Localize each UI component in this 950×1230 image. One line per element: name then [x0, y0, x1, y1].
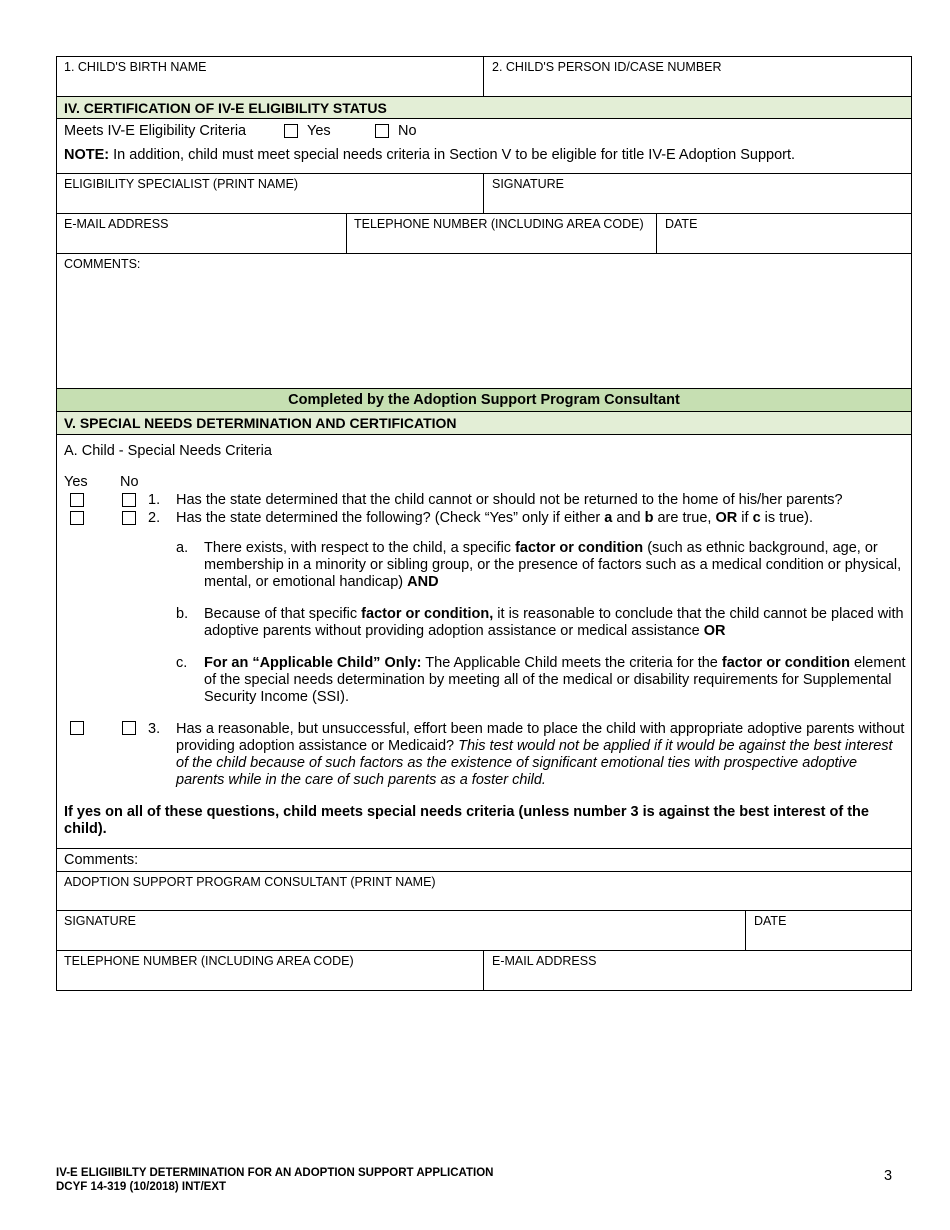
- q3-number: 3.: [148, 721, 161, 737]
- consultant-phone-label: TELEPHONE NUMBER (INCLUDING AREA CODE): [64, 954, 354, 968]
- q2-number: 2.: [148, 510, 161, 526]
- q2-yes-checkbox[interactable]: [70, 511, 84, 525]
- specialist-comments-field[interactable]: [60, 273, 908, 385]
- footer-line2: DCYF 14-319 (10/2018) INT/EXT: [56, 1181, 227, 1193]
- meets-criteria-label: Meets IV-E Eligibility Criteria: [64, 123, 247, 139]
- q2-text: Has the state determined the following? (Check “Yes” only if either a and b are true, OR if c is true).: [176, 510, 814, 526]
- q3-yes-checkbox[interactable]: [70, 721, 84, 735]
- consultant-phone-field[interactable]: [60, 970, 480, 988]
- specialist-signature-field[interactable]: [488, 193, 908, 211]
- birth-name-label: 1. CHILD'S BIRTH NAME: [64, 60, 207, 74]
- no-column-header: No: [120, 474, 139, 490]
- person-id-label: 2. CHILD'S PERSON ID/CASE NUMBER: [492, 60, 722, 74]
- person-id-field[interactable]: [488, 76, 908, 94]
- item-b-letter: b.: [176, 606, 189, 622]
- consultant-email-field[interactable]: [488, 970, 908, 988]
- item-c-text: For an “Applicable Child” Only: The Applicable Child meets the criteria for the factor or condition element of the special needs determination by meeting all of the medical or disability requirements for Supplemental Security Income (SSI).: [204, 655, 906, 705]
- footer-line1: IV-E ELIGIIBILTY DETERMINATION FOR AN ADOPTION SUPPORT APPLICATION: [56, 1167, 494, 1179]
- specialist-email-field[interactable]: [60, 233, 343, 251]
- section4-title: IV. CERTIFICATION OF IV-E ELIGIBILITY STATUS: [64, 100, 387, 116]
- specialist-signature-label: SIGNATURE: [492, 177, 564, 191]
- q1-text: Has the state determined that the child cannot or should not be returned to the home of his/her parents?: [176, 492, 843, 508]
- consultant-email-label: E-MAIL ADDRESS: [492, 954, 597, 968]
- consultant-date-field[interactable]: [749, 930, 908, 948]
- eligible-yes-label: Yes: [307, 123, 331, 139]
- specialist-name-field[interactable]: [60, 193, 480, 211]
- page-number: 3: [884, 1168, 893, 1184]
- yes-column-header: Yes: [64, 474, 88, 490]
- specialist-phone-field[interactable]: [350, 233, 653, 251]
- consultant-banner: Completed by the Adoption Support Program Consultant: [288, 392, 680, 408]
- specialist-email-label: E-MAIL ADDRESS: [64, 217, 169, 231]
- q1-number: 1.: [148, 492, 161, 508]
- specialist-name-label: ELIGIBILITY SPECIALIST (PRINT NAME): [64, 177, 299, 191]
- q1-no-checkbox[interactable]: [122, 493, 136, 507]
- item-c-letter: c.: [176, 655, 188, 671]
- specialist-phone-label: TELEPHONE NUMBER (INCLUDING AREA CODE): [354, 217, 644, 231]
- q3-text: Has a reasonable, but unsuccessful, effort been made to place the child with appropriate adoptive parents without providing adoption assistance or Medicaid? This test would not be applied if it would be against the best interest of the child because of such factors as the existence of significant emotional ties with prospective adoptive parents while in the care of such parents as a foster child.: [176, 721, 905, 788]
- q1-yes-checkbox[interactable]: [70, 493, 84, 507]
- note-text: NOTE: In addition, child must meet special needs criteria in Section V to be eligible for title IV-E Adoption Support.: [64, 147, 796, 163]
- eligible-yes-checkbox[interactable]: [284, 124, 298, 138]
- item-a-text: There exists, with respect to the child, a specific factor or condition (such as ethnic background, age, or membership in a minority or sibling group, or the presence of factors such as a medical condition or physical, mental, or emotional handicap) AND: [204, 540, 902, 590]
- footer-form-title: [56, 1166, 493, 1194]
- special-needs-conclusion: If yes on all of these questions, child meets special needs criteria (unless number 3 is against the best interest of the child).: [64, 804, 869, 837]
- subsection-a-title: A. Child - Special Needs Criteria: [64, 443, 272, 459]
- consultant-signature-field[interactable]: [60, 930, 742, 948]
- q3-no-checkbox[interactable]: [122, 721, 136, 735]
- section5-title: V. SPECIAL NEEDS DETERMINATION AND CERTIFICATION: [64, 415, 457, 431]
- consultant-signature-label: SIGNATURE: [64, 914, 136, 928]
- item-b-text: Because of that specific factor or condition, it is reasonable to conclude that the child cannot be placed with adoptive parents without providing adoption assistance or medical assistance OR: [204, 606, 904, 639]
- specialist-date-field[interactable]: [660, 233, 908, 251]
- consultant-comments-field[interactable]: [140, 851, 908, 869]
- item-a-letter: a.: [176, 540, 189, 556]
- eligible-no-checkbox[interactable]: [375, 124, 389, 138]
- specialist-comments-label: COMMENTS:: [64, 257, 141, 271]
- consultant-date-label: DATE: [754, 914, 787, 928]
- consultant-comments-label: Comments:: [64, 852, 139, 868]
- q2-no-checkbox[interactable]: [122, 511, 136, 525]
- birth-name-field[interactable]: [60, 76, 480, 94]
- specialist-date-label: DATE: [665, 217, 698, 231]
- eligible-no-label: No: [398, 123, 417, 139]
- consultant-name-label: ADOPTION SUPPORT PROGRAM CONSULTANT (PRINT NAME): [64, 875, 436, 889]
- consultant-name-field[interactable]: [60, 891, 908, 908]
